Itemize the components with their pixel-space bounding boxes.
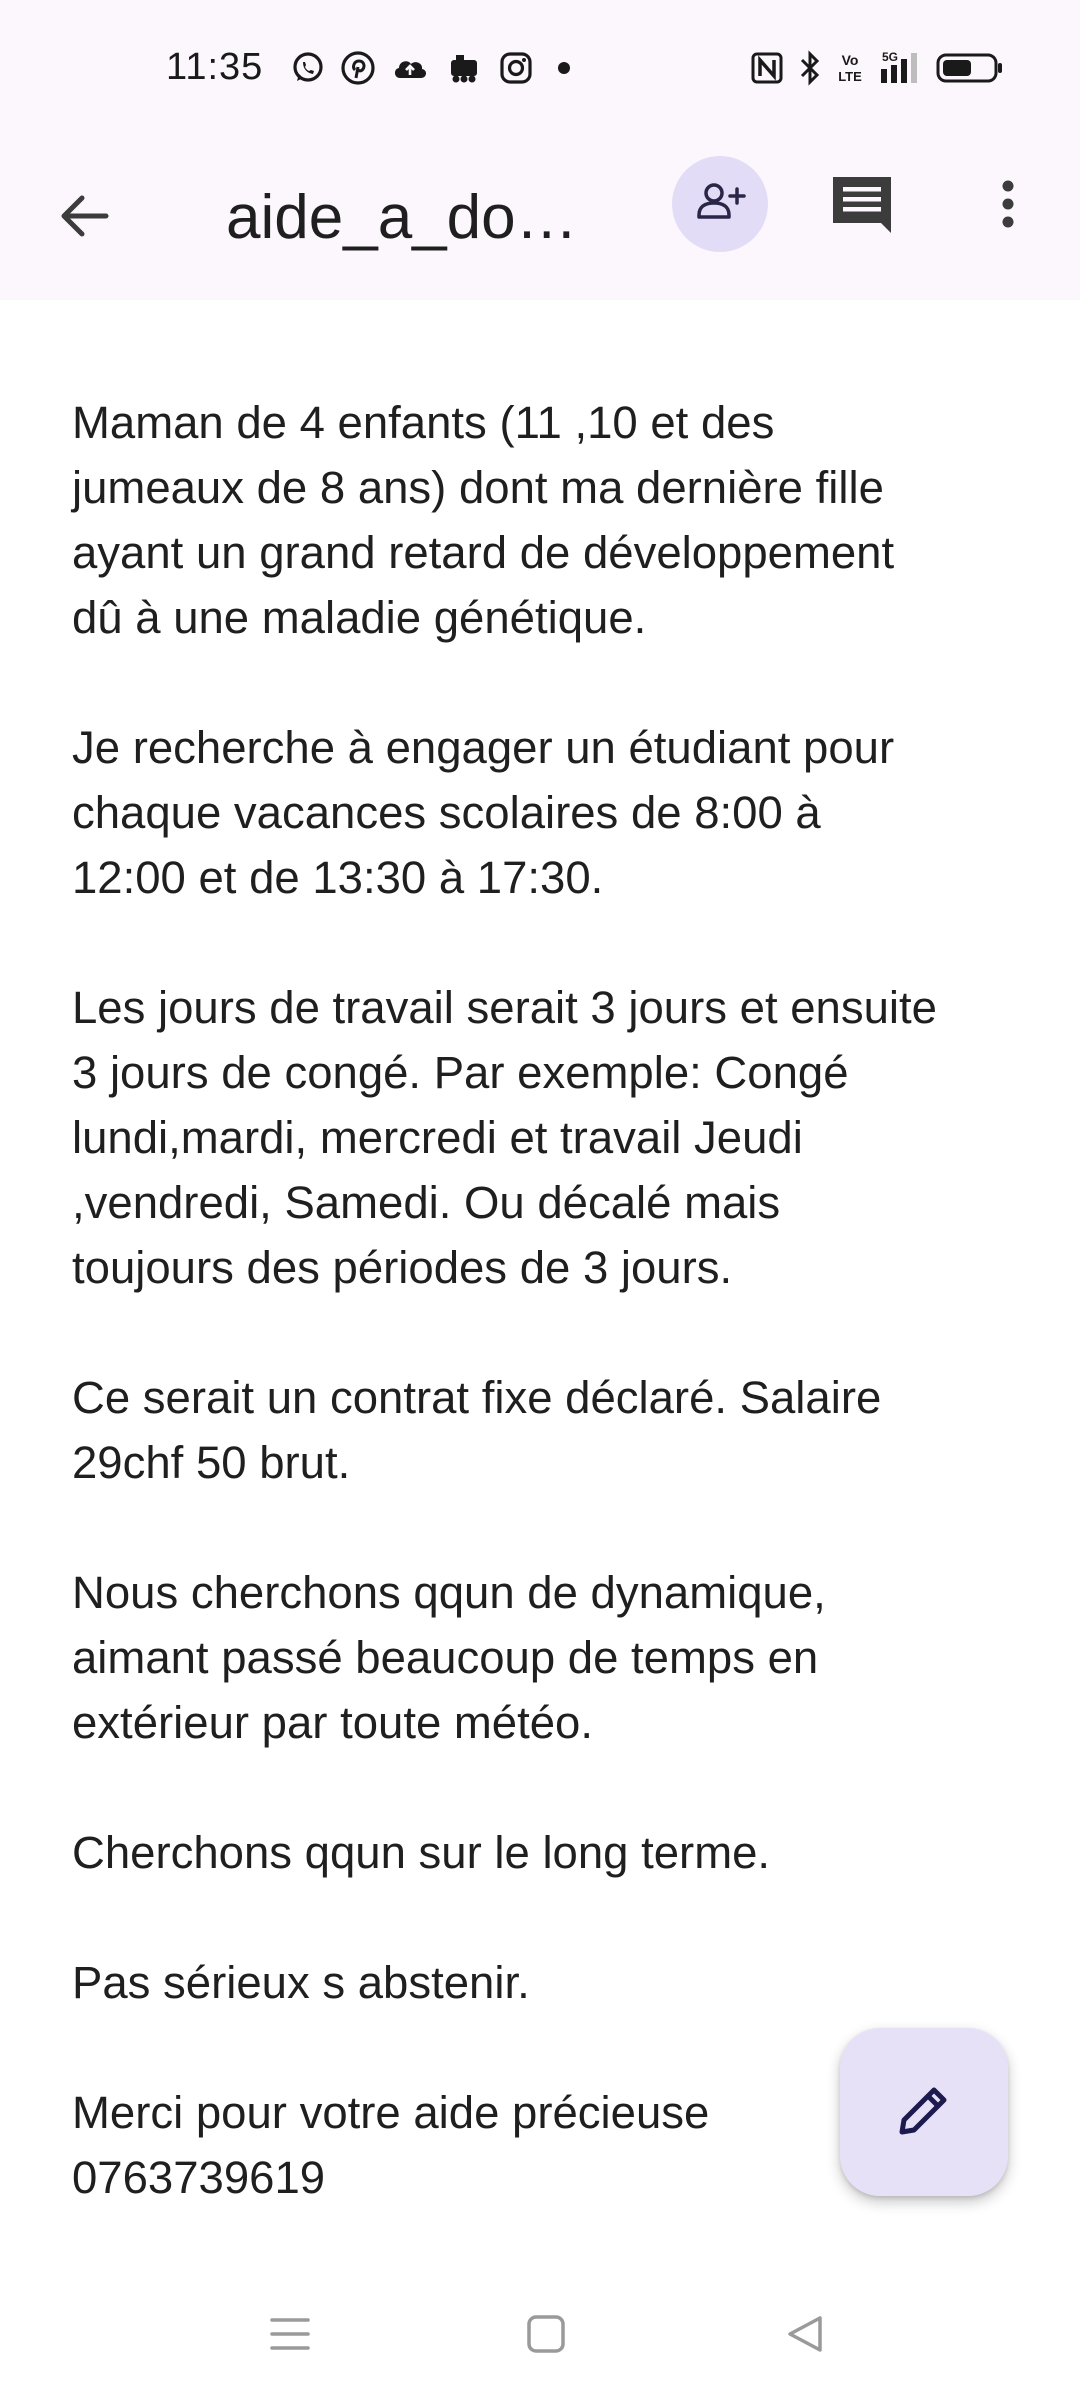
status-time: 11:35 [166, 46, 264, 88]
document-body[interactable] [72, 390, 1032, 2210]
train-icon [444, 50, 484, 86]
share-button[interactable] [672, 156, 768, 252]
text-line: extérieur par toute météo. [72, 1697, 594, 1748]
status-notification-icons [290, 48, 572, 88]
signal-5g-icon [878, 49, 922, 87]
svg-text:LTE: LTE [838, 69, 862, 84]
edit-pencil-icon [892, 2078, 956, 2147]
person-add-icon [693, 175, 747, 234]
status-system-icons [750, 48, 1004, 88]
paragraph [72, 1365, 1032, 1495]
app-bar [0, 136, 1080, 300]
text-line: 12:00 et de 13:30 à 17:30. [72, 852, 604, 903]
home-button[interactable] [516, 2306, 576, 2366]
text-line: 29chf 50 brut. [72, 1437, 351, 1488]
edit-fab-button[interactable] [840, 2028, 1008, 2196]
top-area [0, 0, 1080, 300]
paragraph [72, 1560, 1032, 1755]
comments-button[interactable] [818, 162, 906, 250]
paragraph [72, 1820, 1032, 1885]
nfc-icon [750, 51, 784, 85]
text-line: Les jours de travail serait 3 jours et ensuite [72, 982, 937, 1033]
svg-text:Vo: Vo [841, 52, 859, 68]
text-line: dû à une maladie génétique. [72, 592, 647, 643]
pinterest-icon [340, 50, 376, 86]
more-options-button[interactable] [968, 162, 1048, 250]
paragraph [72, 975, 1032, 1300]
svg-text:5G: 5G [881, 50, 899, 64]
text-line: Merci pour votre aide précieuse [72, 2087, 710, 2138]
text-line: lundi,mardi, mercredi et travail Jeudi [72, 1112, 803, 1163]
back-triangle-icon [784, 2312, 828, 2361]
paragraph [72, 715, 1032, 910]
instagram-icon [498, 50, 534, 86]
text-line: toujours des périodes de 3 jours. [72, 1242, 733, 1293]
volte-icon [836, 50, 864, 86]
back-button[interactable] [40, 174, 128, 262]
cloud-upload-icon [390, 50, 430, 86]
phone-number[interactable]: 0763739619 [72, 2152, 326, 2203]
text-line: Cherchons qqun sur le long terme. [72, 1827, 771, 1878]
text-line: aimant passé beaucoup de temps en [72, 1632, 819, 1683]
text-line: 3 jours de congé. Par exemple: Congé [72, 1047, 849, 1098]
bluetooth-icon [798, 50, 822, 86]
text-line: Pas sérieux s abstenir. [72, 1957, 530, 2008]
text-line: jumeaux de 8 ans) dont ma dernière fille [72, 462, 884, 513]
menu-icon [268, 2312, 312, 2361]
text-line: ayant un grand retard de développement [72, 527, 895, 578]
arrow-back-icon [56, 188, 112, 249]
text-line: chaque vacances scolaires de 8:00 à [72, 787, 821, 838]
text-line: Ce serait un contrat fixe déclaré. Salaire [72, 1372, 882, 1423]
nav-back-button[interactable] [776, 2306, 836, 2366]
text-line: Nous cherchons qqun de dynamique, [72, 1567, 826, 1618]
document-title: aide_a_do… [226, 183, 578, 252]
comment-icon [829, 171, 895, 242]
status-bar [0, 0, 1080, 136]
paragraph [72, 390, 1032, 650]
dot-icon [556, 60, 572, 76]
text-line: Je recherche à engager un étudiant pour [72, 722, 895, 773]
text-line: Maman de 4 enfants (11 ,10 et des [72, 397, 775, 448]
whatsapp-icon [290, 50, 326, 86]
battery-icon [936, 52, 1004, 84]
more-vert-icon [998, 176, 1018, 237]
system-nav-bar [0, 2268, 1080, 2400]
paragraph [72, 1950, 1032, 2015]
text-line: ,vendredi, Samedi. Ou décalé mais [72, 1177, 781, 1228]
home-square-icon [524, 2312, 568, 2361]
recent-apps-button[interactable] [260, 2306, 320, 2366]
